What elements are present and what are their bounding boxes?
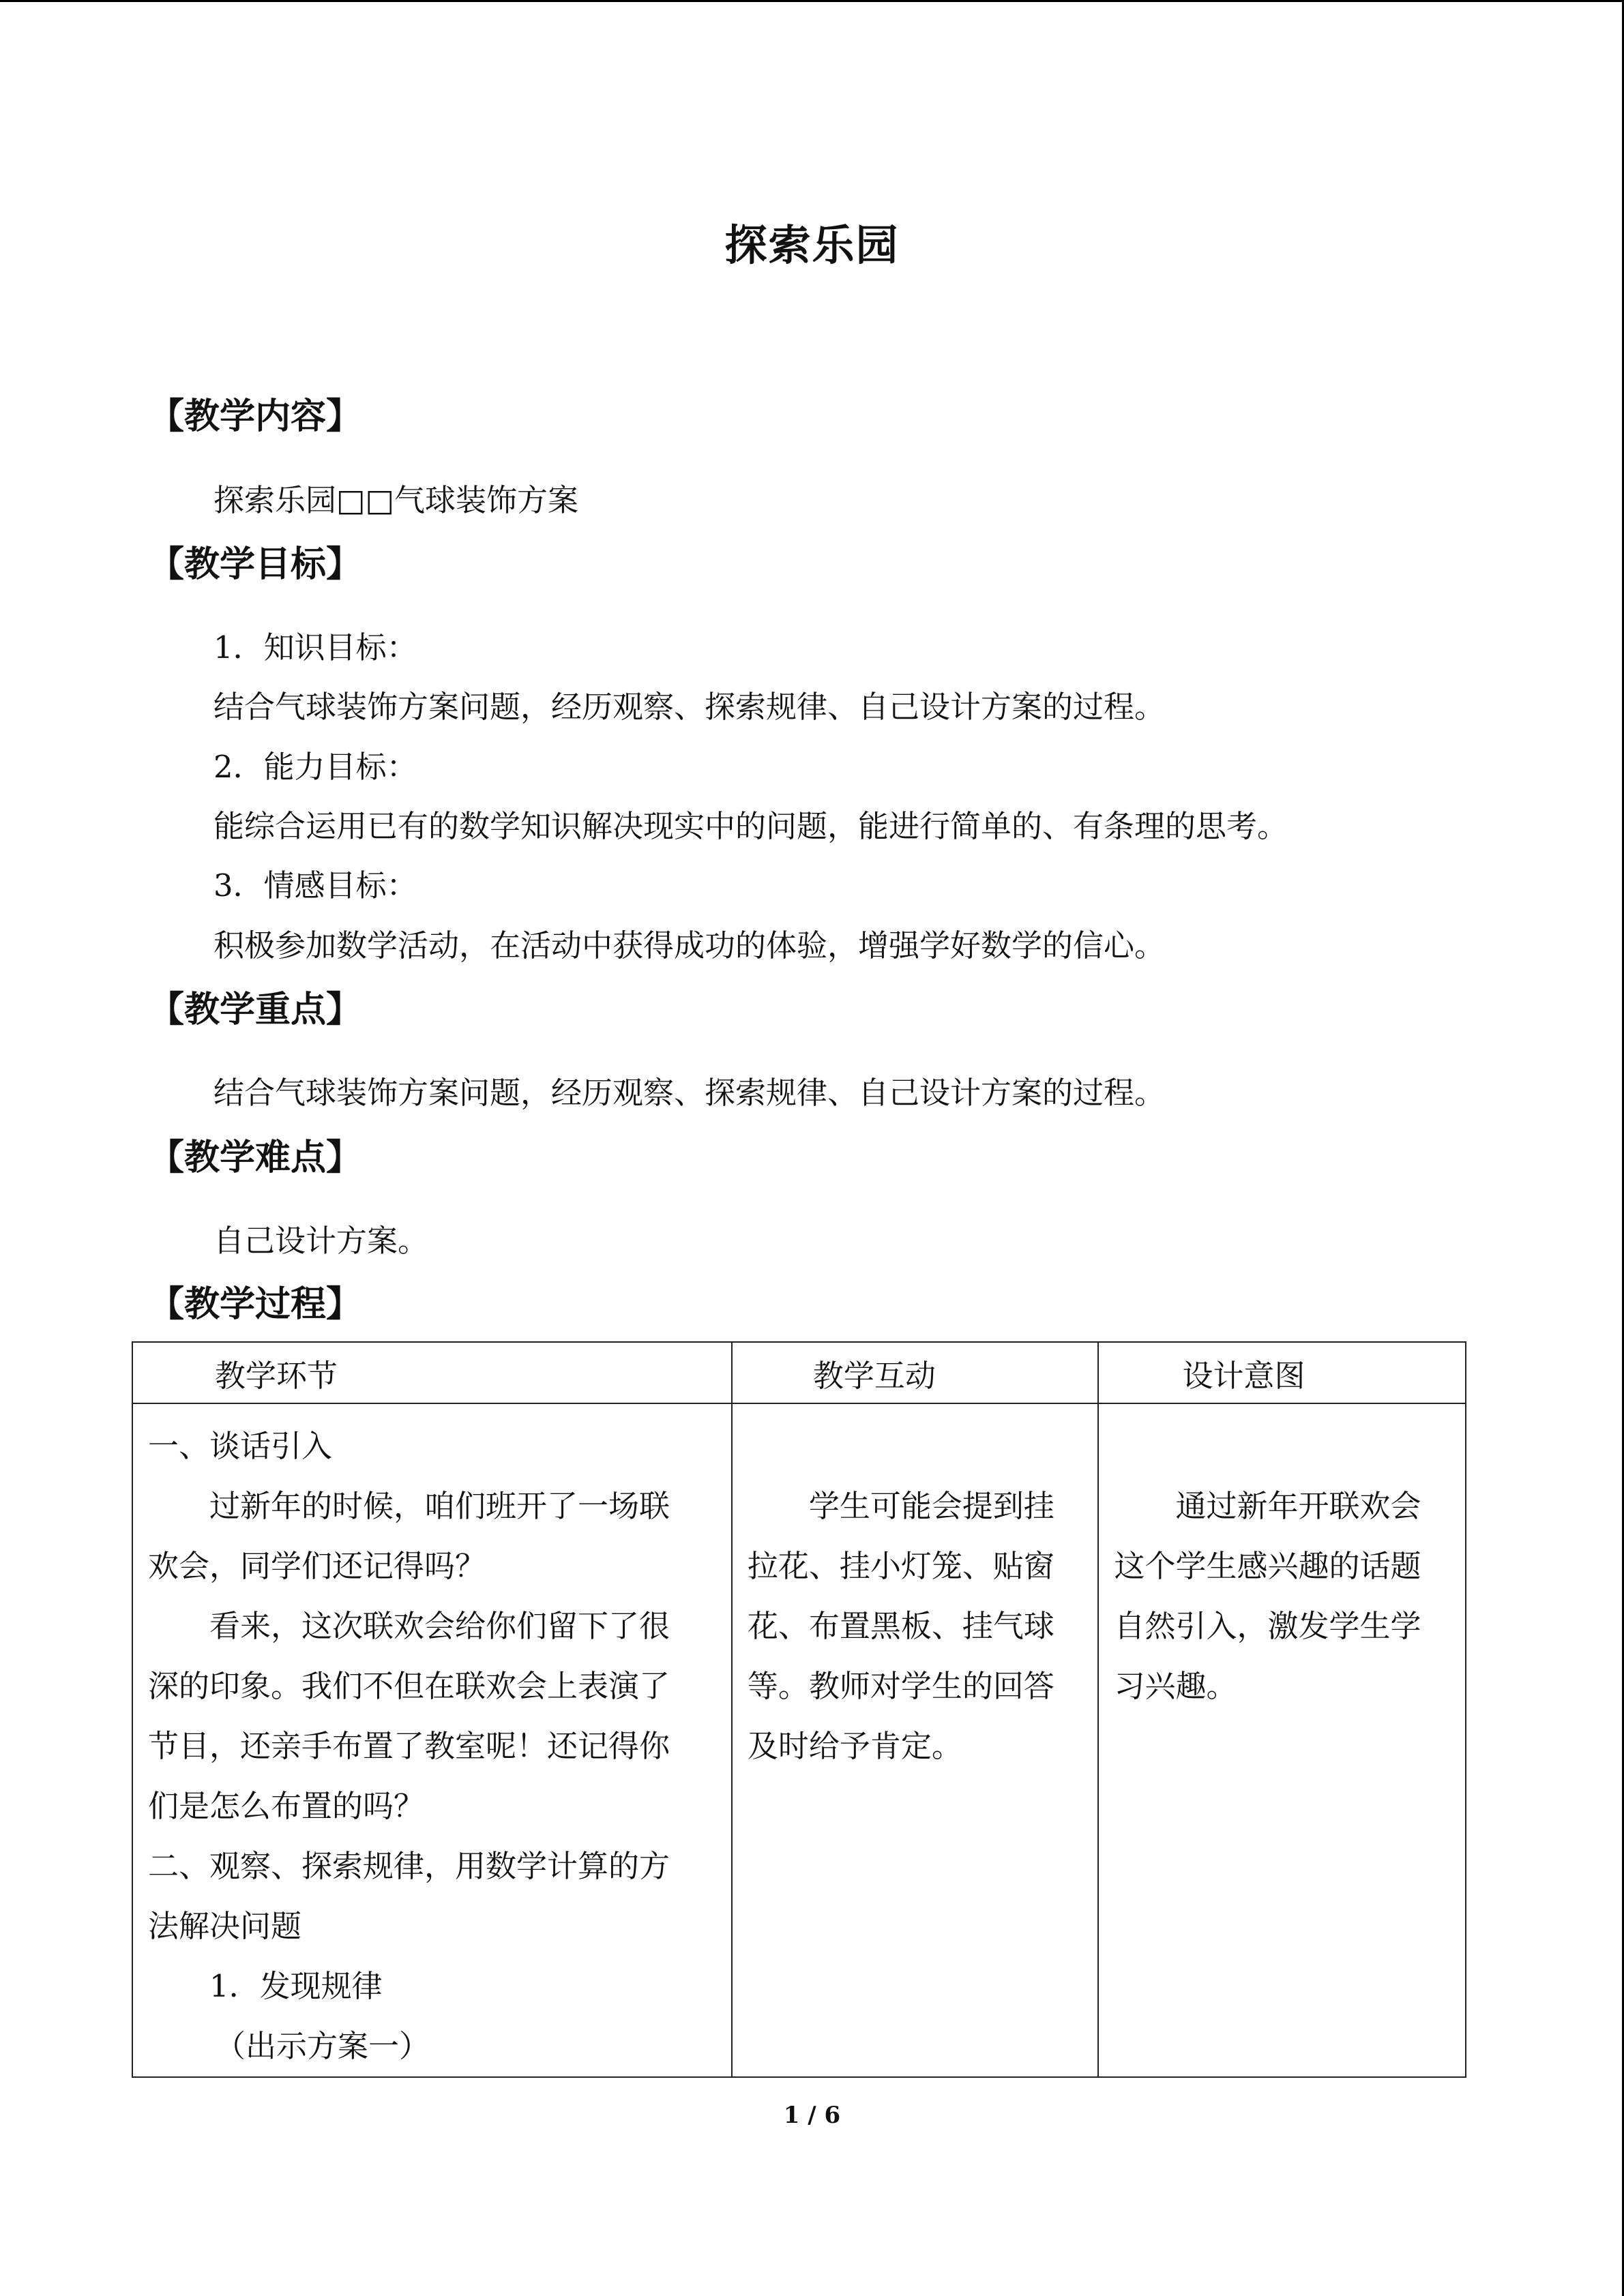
heading-teaching-goals: 【教学目标】 [149,543,362,585]
goal2-label: 2．能力目标： [213,749,417,785]
stage-line: 们是怎么布置的吗？ [148,1788,425,1824]
stage-line: 法解决问题 [148,1908,302,1944]
heading-teaching-process: 【教学过程】 [149,1283,362,1325]
page-border-top [0,0,1624,2]
page-number: 1 / 6 [783,2102,841,2129]
stage-line: 1．发现规律 [209,1968,383,2004]
intent-line: 习兴趣。 [1114,1668,1237,1704]
stage-line: 过新年的时候，咱们班开了一场联 [209,1488,670,1524]
heading-teaching-content: 【教学内容】 [149,396,362,437]
intent-line: 这个学生感兴趣的话题 [1114,1548,1421,1584]
stage-line: 深的印象。我们不但在联欢会上表演了 [148,1668,670,1704]
interaction-line: 学生可能会提到挂 [808,1488,1054,1524]
stage-line: 二、观察、探索规律，用数学计算的方 [148,1848,670,1884]
intent-line: 自然引入，激发学生学 [1114,1608,1421,1644]
header-teaching-stage: 教学环节 [132,1342,732,1403]
interaction-line: 拉花、挂小灯笼、贴窗 [747,1548,1054,1584]
intent-line: 通过新年开联欢会 [1175,1488,1421,1524]
goal3-text: 积极参加数学活动，在活动中获得成功的体验，增强学好数学的信心。 [213,927,1166,964]
document-title: 探索乐园 [724,220,900,270]
interaction-line: 等。教师对学生的回答 [747,1668,1054,1704]
cell-design-intent [1098,1403,1466,2077]
stage-line: 一、谈话引入 [148,1428,333,1464]
stage-line: 节目，还亲手布置了教室呢！还记得你 [148,1728,670,1764]
heading-difficulties: 【教学难点】 [149,1137,362,1178]
table-row [132,1403,1466,2077]
header-design-intent: 设计意图 [1098,1342,1466,1403]
goal1-label: 1．知识目标： [213,629,417,666]
interaction-line: 及时给予肯定。 [747,1728,962,1764]
heading-key-points: 【教学重点】 [149,989,362,1030]
teaching-process-table [132,1341,1466,2078]
teaching-content-text: 探索乐园□□气球装饰方案 [213,482,579,518]
table-header-row [132,1342,1466,1403]
stage-line: 看来，这次联欢会给你们留下了很 [209,1608,670,1644]
key-points-text: 结合气球装饰方案问题，经历观察、探索规律、自己设计方案的过程。 [213,1075,1166,1111]
cell-teaching-stage [132,1403,732,2077]
interaction-line: 花、布置黑板、挂气球 [747,1608,1054,1644]
goal3-label: 3．情感目标： [213,867,417,904]
stage-line: 欢会，同学们还记得吗？ [148,1548,486,1584]
difficulties-text: 自己设计方案。 [213,1223,429,1259]
header-teaching-interaction: 教学互动 [732,1342,1099,1403]
goal2-text: 能综合运用已有的数学知识解决现实中的问题，能进行简单的、有条理的思考。 [213,808,1288,844]
goal1-text: 结合气球装饰方案问题，经历观察、探索规律、自己设计方案的过程。 [213,689,1166,725]
stage-line: （出示方案一） [215,2028,430,2064]
cell-teaching-interaction [732,1403,1099,2077]
